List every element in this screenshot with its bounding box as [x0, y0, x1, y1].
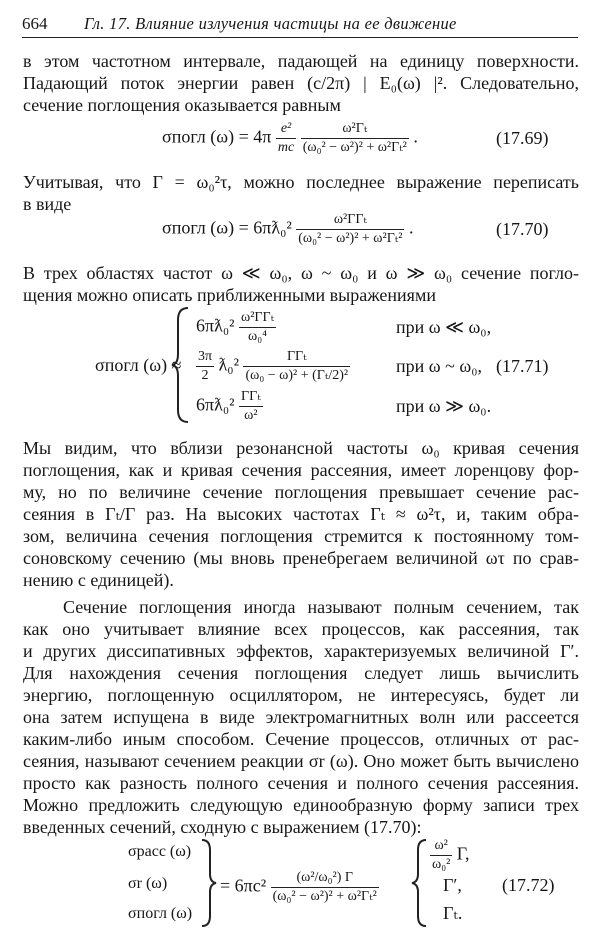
text-line: в этом частотном интервале, падающей на единицу поверхности.: [23, 51, 579, 71]
equation-17-69: σпогл (ω) = 4π $\frac{\text{e²}}{mc}$ $\frac{\text{ω²Γₜ}}{\text{(ω₀² − ω²)² + ω²Γₜ²}}$ .: [162, 121, 418, 155]
text-line: сеяния, называют сечением реакции σr (ω). Оно может быть вычислено: [23, 751, 579, 771]
page-number: 664: [22, 14, 48, 33]
text-line: она затем испущена в виде электромагнитных волн или рассеется: [23, 707, 579, 727]
text-line: Падающий поток энергии равен (c/2π) | E₀(ω) |². Следовательно,: [23, 73, 579, 93]
eq-lhs: σпогл (ω) ≈: [95, 355, 182, 375]
text-line: В трех областях частот ω ≪ ω₀, ω ~ ω₀ и ω ≫ ω₀ сечение погло-: [23, 263, 579, 283]
running-header: [22, 14, 578, 38]
text-line: му, но по величине сечение поглощения превышает сечение рас-: [23, 482, 579, 502]
text-line: нению с единицей).: [23, 570, 174, 590]
case-condition: при ω ~ ω₀,: [396, 356, 482, 376]
text-line: как оно учитывает влияние всех процессов, как рассеяния, так: [23, 619, 579, 639]
text-line: Сечение поглощения иногда называют полным сечением, так: [63, 597, 579, 617]
left-brace: [410, 838, 428, 928]
text-line: зом, величина сечения поглощения стремится к постоянному том-: [23, 526, 579, 546]
text-line: Для нахождения сечения поглощения следует лишь вычислить: [23, 663, 579, 683]
case-value: Γ′,: [443, 875, 462, 895]
case-2: $\frac{3\pi}{2}$ ƛ₀² $\frac{\text{ΓΓₜ}}{\text{(ω₀ − ω)² + (Γₜ/2)²}}$: [198, 349, 349, 383]
case-1: $\frac{\text{ω²}}{\text{ω₀²}}$ Γ,: [432, 838, 470, 872]
eq-lhs-row: σr (ω): [128, 875, 168, 892]
equation-number: (17.71): [496, 356, 549, 376]
text-line: сечение поглощения оказывается равным: [23, 95, 341, 115]
case-1: 6πƛ₀² $\frac{\text{ω²ΓΓₜ}}{\text{ω₀⁴}}$: [196, 310, 275, 344]
fraction: $\frac{\text{ω²ΓΓₜ}}{\text{(ω₀² − ω²)² + ω²Γₜ²}}$: [298, 212, 403, 246]
text-line: соновскому сечению (мы вновь пренебрегаем величиной ωτ по срав-: [23, 548, 579, 568]
equation-number: (17.72): [502, 875, 555, 895]
text-line: Учитывая, что Γ = ω₀²τ, можно последнее выражение переписать: [23, 172, 579, 192]
text-line: просто как разность полного сечения и полного сечения рассеяния.: [23, 773, 579, 793]
case-value: Γₜ.: [443, 903, 463, 923]
text-line: энергию, поглощенную осциллятором, не интересуясь, будет ли: [23, 685, 579, 705]
text-line: поглощения, как и кривая сечения рассеяния, имеет лоренцову фор-: [23, 460, 579, 480]
case-3: 6πƛ₀² $\frac{\text{ΓΓₜ}}{\text{ω²}}$: [196, 389, 261, 423]
equation-17-72-core: = 6πc² $\frac{\text{(ω²/ω₀²) Γ}}{\text{(ω₀² − ω²)² + ω²Γₜ²}}$: [220, 870, 377, 904]
text-line: Мы видим, что вблизи резонансной частоты ω₀ кривая сечения: [23, 438, 579, 458]
left-brace: [170, 306, 192, 424]
text-line: и других диссипативных эффектов, характеризуемых величиной Γ′.: [23, 641, 579, 661]
eq-lhs: σпогл (ω) = 6πƛ₀²: [162, 217, 292, 238]
right-brace: [200, 838, 218, 928]
case-condition: при ω ≪ ω₀,: [396, 317, 492, 337]
equation-number: (17.69): [496, 128, 549, 148]
fraction: $\frac{\text{ω²Γₜ}}{\text{(ω₀² − ω²)² + ω²Γₜ²}}$: [302, 121, 407, 155]
eq-lhs-row: σпогл (ω): [128, 905, 193, 922]
text-line: Можно предложить следующую единообразную форму записи трех: [23, 795, 579, 815]
text-line: в виде: [23, 194, 72, 214]
equation-17-70: σпогл (ω) = 6πƛ₀² $\frac{\text{ω²ΓΓₜ}}{\text{(ω₀² − ω²)² + ω²Γₜ²}}$ .: [162, 212, 414, 246]
text-line: сеяния в Γₜ/Γ раз. На высоких частотах Γₜ ≈ ω²τ, и, таким обра-: [23, 504, 579, 524]
text-line: каким-либо иным способом. Сечение процессов, отличных от рас-: [23, 729, 579, 749]
fraction: $\frac{\text{e²}}{mc}$: [277, 121, 295, 155]
case-condition: при ω ≫ ω₀.: [396, 396, 492, 416]
chapter-title: Гл. 17. Влияние излучения частицы на ее движение: [84, 14, 457, 33]
eq-lhs-row: σрасс (ω): [128, 843, 192, 860]
text-line: введенных сечений, сходную с выражением (17.70):: [23, 817, 422, 837]
eq-lhs: σпогл (ω) = 4π: [162, 126, 272, 147]
equation-number: (17.70): [496, 219, 549, 239]
text-line: щения можно описать приближенными выражениями: [23, 285, 436, 305]
